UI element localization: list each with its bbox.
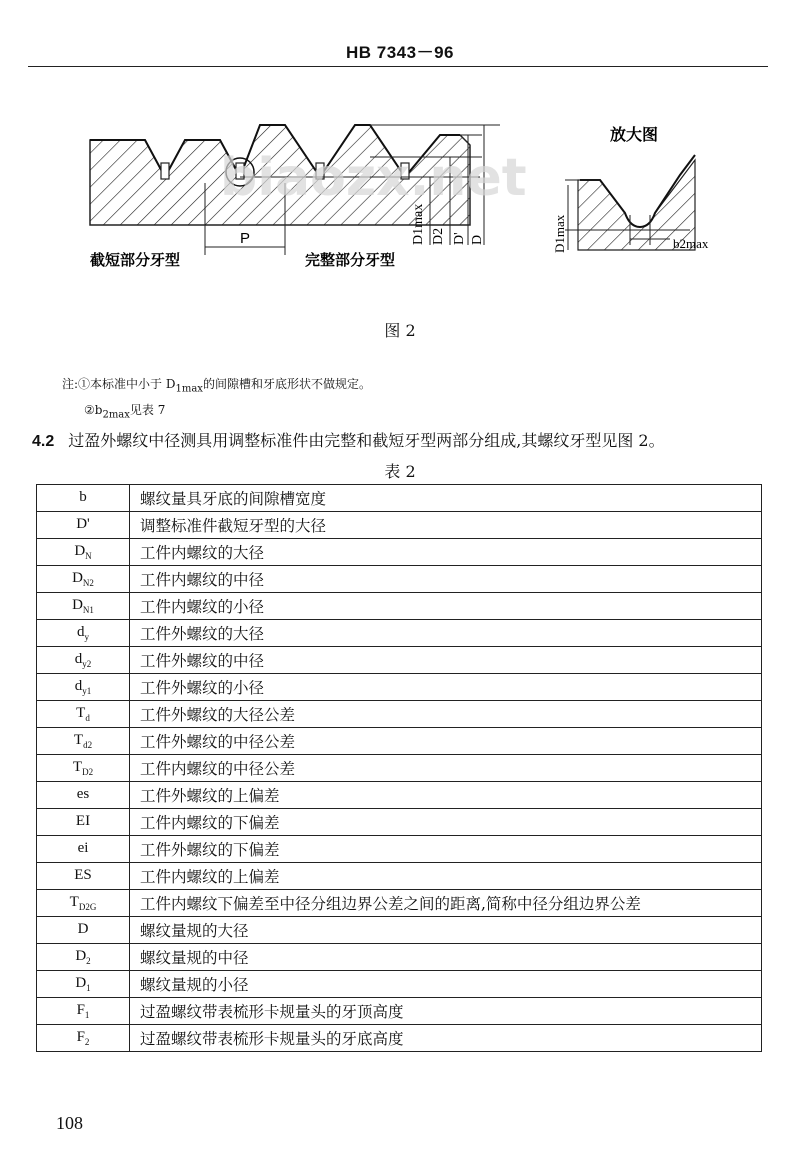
header-rule bbox=[28, 66, 768, 67]
complete-profile-label: 完整部分牙型 bbox=[305, 251, 396, 269]
table-row bbox=[37, 539, 762, 566]
table-row bbox=[37, 836, 762, 863]
symbol-cell: EI bbox=[37, 809, 130, 836]
symbol-cell: $D_1$ bbox=[37, 971, 130, 998]
table-row bbox=[37, 701, 762, 728]
table-row bbox=[37, 512, 762, 539]
symbol-cell: $T_{d2}$ bbox=[37, 728, 130, 755]
enlarged-view-label: 放大图 bbox=[610, 125, 659, 144]
dimension-dprime-label: D' bbox=[452, 232, 467, 245]
description-cell: 工件内螺纹的中径 bbox=[130, 566, 762, 593]
table-title: 表 2 bbox=[384, 462, 416, 481]
description-cell: 过盈螺纹带表梳形卡规量头的牙顶高度 bbox=[130, 998, 762, 1025]
enlarged-d1max-label: D1max bbox=[552, 214, 567, 253]
symbol-cell: ES bbox=[37, 863, 130, 890]
table-row bbox=[37, 863, 762, 890]
document-code-header: HB 7343－96 bbox=[345, 43, 454, 62]
table-row bbox=[37, 728, 762, 755]
table-row bbox=[37, 890, 762, 917]
description-cell: 调整标准件截短牙型的大径 bbox=[130, 512, 762, 539]
table-row bbox=[37, 971, 762, 998]
thread-profile-figure bbox=[70, 105, 770, 295]
table-row bbox=[37, 485, 762, 512]
description-cell: 工件外螺纹的中径公差 bbox=[130, 728, 762, 755]
description-cell: 工件内螺纹的大径 bbox=[130, 539, 762, 566]
b2max-label: b2max bbox=[673, 236, 709, 251]
symbol-cell: $F_1$ bbox=[37, 998, 130, 1025]
symbol-table bbox=[36, 484, 762, 1052]
symbol-cell: $T_d$ bbox=[37, 701, 130, 728]
clause-4-2 bbox=[32, 428, 772, 451]
table-row bbox=[37, 593, 762, 620]
description-cell: 工件外螺纹的小径 bbox=[130, 674, 762, 701]
note-2: $②b_{2max}$见表 7 bbox=[84, 403, 166, 421]
description-cell: 工件外螺纹的下偏差 bbox=[130, 836, 762, 863]
symbol-cell: ei bbox=[37, 836, 130, 863]
table-row bbox=[37, 674, 762, 701]
description-cell: 工件内螺纹的下偏差 bbox=[130, 809, 762, 836]
description-cell: 工件外螺纹的上偏差 bbox=[130, 782, 762, 809]
symbol-cell: D bbox=[37, 917, 130, 944]
symbol-cell: $D_{N2}$ bbox=[37, 566, 130, 593]
symbol-cell: $T_{D2}$ bbox=[37, 755, 130, 782]
figure-caption: 图 2 bbox=[384, 321, 416, 340]
symbol-cell: $d_{y2}$ bbox=[37, 647, 130, 674]
symbol-cell: $d_{y1}$ bbox=[37, 674, 130, 701]
symbol-cell: $D_{N1}$ bbox=[37, 593, 130, 620]
table-row bbox=[37, 782, 762, 809]
truncated-profile-label: 截短部分牙型 bbox=[90, 251, 181, 269]
symbol-cell: es bbox=[37, 782, 130, 809]
watermark-text: biaozx.net bbox=[220, 148, 527, 208]
table-row bbox=[37, 809, 762, 836]
table-row bbox=[37, 1025, 762, 1052]
table-row bbox=[37, 647, 762, 674]
table-row bbox=[37, 620, 762, 647]
table-row bbox=[37, 917, 762, 944]
table-row bbox=[37, 566, 762, 593]
dimension-d2-label: D2 bbox=[431, 227, 446, 245]
symbol-cell: $d_y$ bbox=[37, 620, 130, 647]
description-cell: 螺纹量规的中径 bbox=[130, 944, 762, 971]
description-cell: 工件外螺纹的大径公差 bbox=[130, 701, 762, 728]
symbol-cell: $T_{D2G}$ bbox=[37, 890, 130, 917]
description-cell: 工件外螺纹的大径 bbox=[130, 620, 762, 647]
description-cell: 工件内螺纹的中径公差 bbox=[130, 755, 762, 782]
dimension-d1max-label: D1max bbox=[411, 203, 426, 245]
symbol-cell: $F_2$ bbox=[37, 1025, 130, 1052]
symbol-cell: b bbox=[37, 485, 130, 512]
pitch-label: P bbox=[239, 230, 251, 247]
page-number: 108 bbox=[56, 1113, 83, 1133]
description-cell: 螺纹量规的小径 bbox=[130, 971, 762, 998]
clause-number: 4.2 bbox=[32, 433, 55, 450]
table-row bbox=[37, 944, 762, 971]
symbol-cell: $D_2$ bbox=[37, 944, 130, 971]
note-1: 注:①本标准中小于 $D_{1max}$的间隙槽和牙底形状不做规定。 bbox=[62, 377, 371, 395]
description-cell: 工件内螺纹的上偏差 bbox=[130, 863, 762, 890]
description-cell: 工件内螺纹下偏差至中径分组边界公差之间的距离,简称中径分组边界公差 bbox=[130, 890, 762, 917]
description-cell: 工件外螺纹的中径 bbox=[130, 647, 762, 674]
clause-text: 过盈外螺纹中径测具用调整标准件由完整和截短牙型两部分组成,其螺纹牙型见图 2。 bbox=[68, 431, 665, 450]
description-cell: 工件内螺纹的小径 bbox=[130, 593, 762, 620]
dimension-d-label: D bbox=[470, 234, 485, 245]
description-cell: 过盈螺纹带表梳形卡规量头的牙底高度 bbox=[130, 1025, 762, 1052]
symbol-cell: $D_N$ bbox=[37, 539, 130, 566]
description-cell: 螺纹量具牙底的间隙槽宽度 bbox=[130, 485, 762, 512]
description-cell: 螺纹量规的大径 bbox=[130, 917, 762, 944]
symbol-cell: D' bbox=[37, 512, 130, 539]
table-row bbox=[37, 998, 762, 1025]
table-row bbox=[37, 755, 762, 782]
